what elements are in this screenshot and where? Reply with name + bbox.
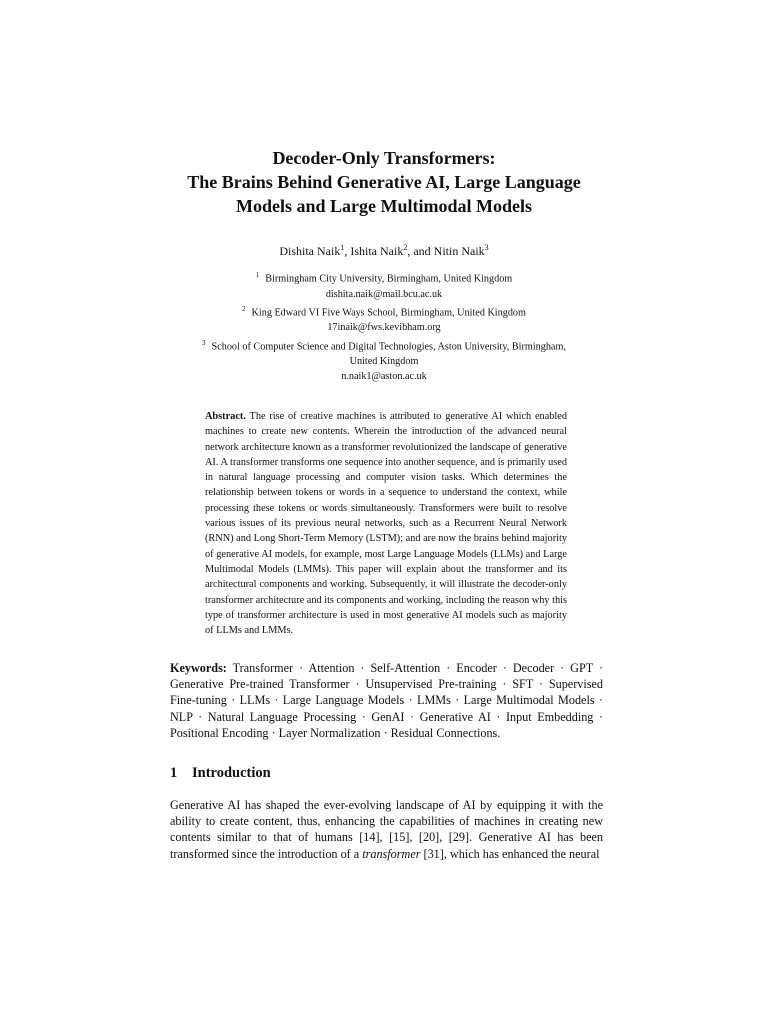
paper-title xyxy=(150,146,618,218)
affiliation-email: n.naik1@aston.ac.uk xyxy=(341,371,427,383)
affiliation-line xyxy=(150,336,618,355)
author-separator: , and xyxy=(407,244,434,258)
title-line: Models and Large Multimodal Models xyxy=(236,196,532,216)
section-title: Introduction xyxy=(192,765,271,781)
affiliation-text: King Edward VI Five Ways School, Birmingham, United Kingdom xyxy=(251,307,526,319)
author-affiliation-mark: 3 xyxy=(484,243,489,252)
affiliation-mark: 2 xyxy=(242,304,246,313)
author-name: Dishita Naik xyxy=(279,244,341,258)
title-line: The Brains Behind Generative AI, Large Language xyxy=(187,172,581,192)
keywords-text: Transformer · Attention · Self-Attention · Encoder · Decoder · GPT · Generative Pre-trained Transformer · Unsupervised Pre-training · SFT · Supervised Fine-tuning · LLMs · Large Language Models · LMMs · Large Multimodal Models · NLP · Natural Language Processing · GenAI · Generative AI · Input Embedding · Positional Encoding · Layer Normalization · Residual Connections. xyxy=(170,661,603,740)
section-heading xyxy=(170,764,271,782)
intro-text-continued: [31], which has enhanced the neural xyxy=(420,846,600,861)
affiliation-email: dishita.naik@mail.bcu.ac.uk xyxy=(325,288,443,300)
author-name: Ishita Naik xyxy=(350,244,404,258)
keywords xyxy=(170,660,603,741)
author-name: Nitin Naik xyxy=(433,244,485,258)
affiliation-text-continued: United Kingdom xyxy=(349,356,419,368)
affiliation-list xyxy=(150,268,618,385)
abstract-text: The rise of creative machines is attributed to generative AI which enabled machines to create new contents. Wherein the introduction of the advanced neural network architecture known as a transformer revolutionized the landscape of generative AI. A transformer transforms one sequence into another sequence, and is primarily used in natural language processing and computer vision tasks. Which determines the relationship between tokens or words in a sequence to understand the context, while processing these tokens or words simultaneously. Transformers were built to resolve various issues of its previous neural networks, such as a Recurrent Neural Network (RNN) and Long Short-Term Memory (LSTM); and are now the brains behind majority of generative AI models, for example, most Large Language Models (LLMs) and Large Multimodal Models (LMMs). This paper will explain about the transformer and its architectural components and working. Subsequently, it will illustrate the decoder-only transformer architecture and its components and working, including the reason why this type of transformer architecture is used in most generative AI models such as majority of LLMs and LMMs. xyxy=(205,411,568,637)
title-line: Decoder-Only Transformers: xyxy=(272,148,496,168)
author-affiliation-mark: 2 xyxy=(403,243,408,252)
intro-text: Generative AI has shaped the ever-evolving landscape of AI by equipping it with the ability to create content, thus, enhancing the capabilities of machines in creating new contents similar to that of humans [14], [15], [20], [29]. Generative AI has been transformed since the introduction of a xyxy=(170,798,603,861)
affiliation-mark: 3 xyxy=(202,338,206,347)
author-separator: , xyxy=(344,244,351,258)
intro-emphasis: transformer xyxy=(362,846,421,861)
author-affiliation-mark: 1 xyxy=(340,243,345,252)
abstract xyxy=(205,409,567,638)
author-list xyxy=(150,240,618,259)
intro-paragraph xyxy=(170,797,603,862)
abstract-label: Abstract. xyxy=(205,411,246,422)
affiliation-line xyxy=(150,268,618,287)
affiliation-text: Birmingham City University, Birmingham, United Kingdom xyxy=(265,273,513,285)
keywords-label: Keywords: xyxy=(170,661,227,675)
affiliation-mark: 1 xyxy=(255,271,260,279)
affiliation-email: 17inaik@fws.kevibham.org xyxy=(327,322,441,334)
affiliation-line xyxy=(150,302,618,321)
affiliation-text: School of Computer Science and Digital Technologies, Aston University, Birmingham, xyxy=(211,340,566,352)
section-number: 1 xyxy=(170,765,178,781)
